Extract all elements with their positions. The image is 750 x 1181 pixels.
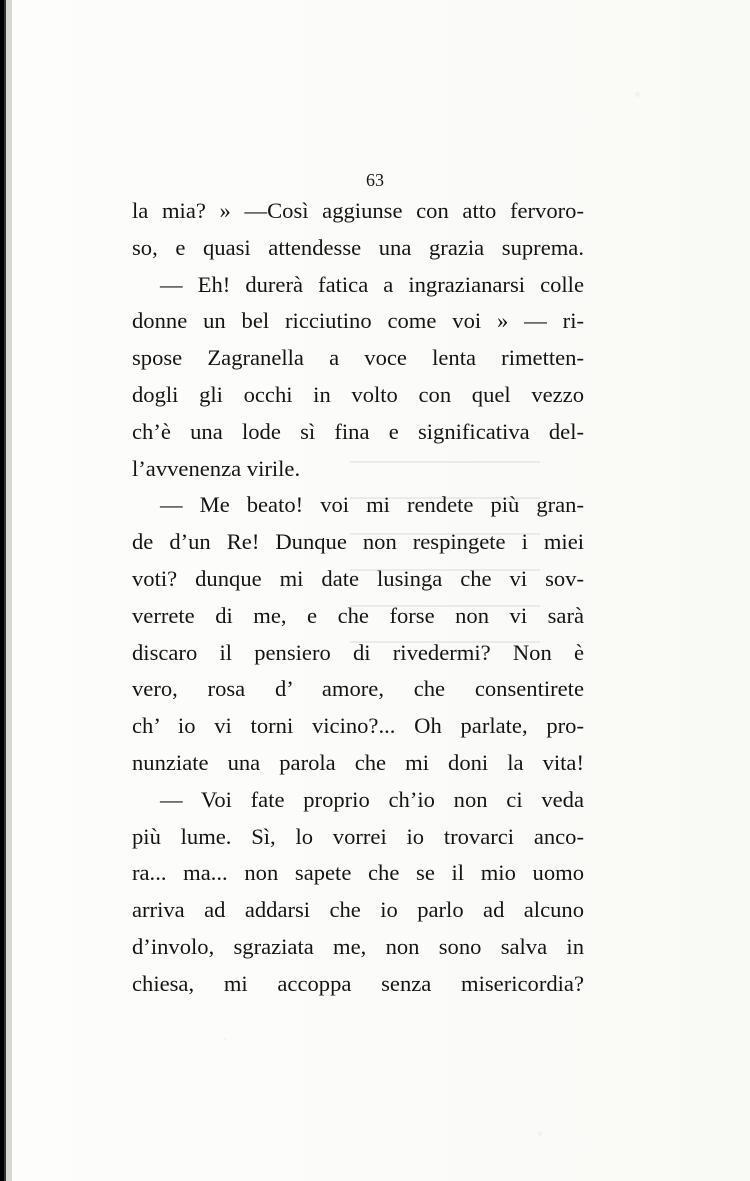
text-line: so, e quasi attendesse una grazia suprema. (132, 234, 584, 260)
text-line: vero, rosa d’ amore, che consentirete (132, 676, 584, 702)
page-number: 63 (366, 170, 384, 190)
text-line: più lume. Sì, lo vorrei io trovarci anco- (132, 823, 584, 849)
text-line: spose Zagranella a voce lenta rimetten- (132, 345, 584, 371)
text-line: verrete di me, e che forse non vi sarà (132, 602, 584, 628)
text-line: l’avvenenza virile. (132, 455, 301, 481)
text-line: — Eh! durerà fatica a ingrazianarsi colle (160, 271, 584, 297)
text-line: — Me beato! voi mi rendete più gran- (160, 492, 584, 518)
text-line: nunziate una parola che mi doni la vita! (132, 749, 584, 775)
body-text (132, 193, 584, 1003)
text-line: ra... ma... non sapete che se il mio uomo (132, 860, 584, 886)
text-line: d’involo, sgraziata me, non sono salva in (132, 933, 584, 959)
text-line: ch’è una lode sì fina e significativa del- (132, 418, 584, 444)
text-line: arriva ad addarsi che io parlo ad alcuno (132, 897, 584, 923)
text-line: dogli gli occhi in volto con quel vezzo (132, 381, 584, 407)
text-line: donne un bel ricciutino come voi » — ri- (132, 308, 584, 334)
text-line: voti? dunque mi date lusinga che vi sov- (132, 565, 584, 591)
text-line: la mia? » —Così aggiunse con atto fervoro- (132, 198, 584, 223)
text-line: de d’un Re! Dunque non respingete i miei (132, 529, 584, 555)
text-line: — Voi fate proprio ch’io non ci veda (160, 786, 584, 812)
text-line: discaro il pensiero di rivedermi? Non è (132, 639, 584, 665)
text-line: ch’ io vi torni vicino?... Oh parlate, pro- (132, 713, 584, 739)
text-line: chiesa, mi accoppa senza misericordia? (132, 970, 584, 996)
